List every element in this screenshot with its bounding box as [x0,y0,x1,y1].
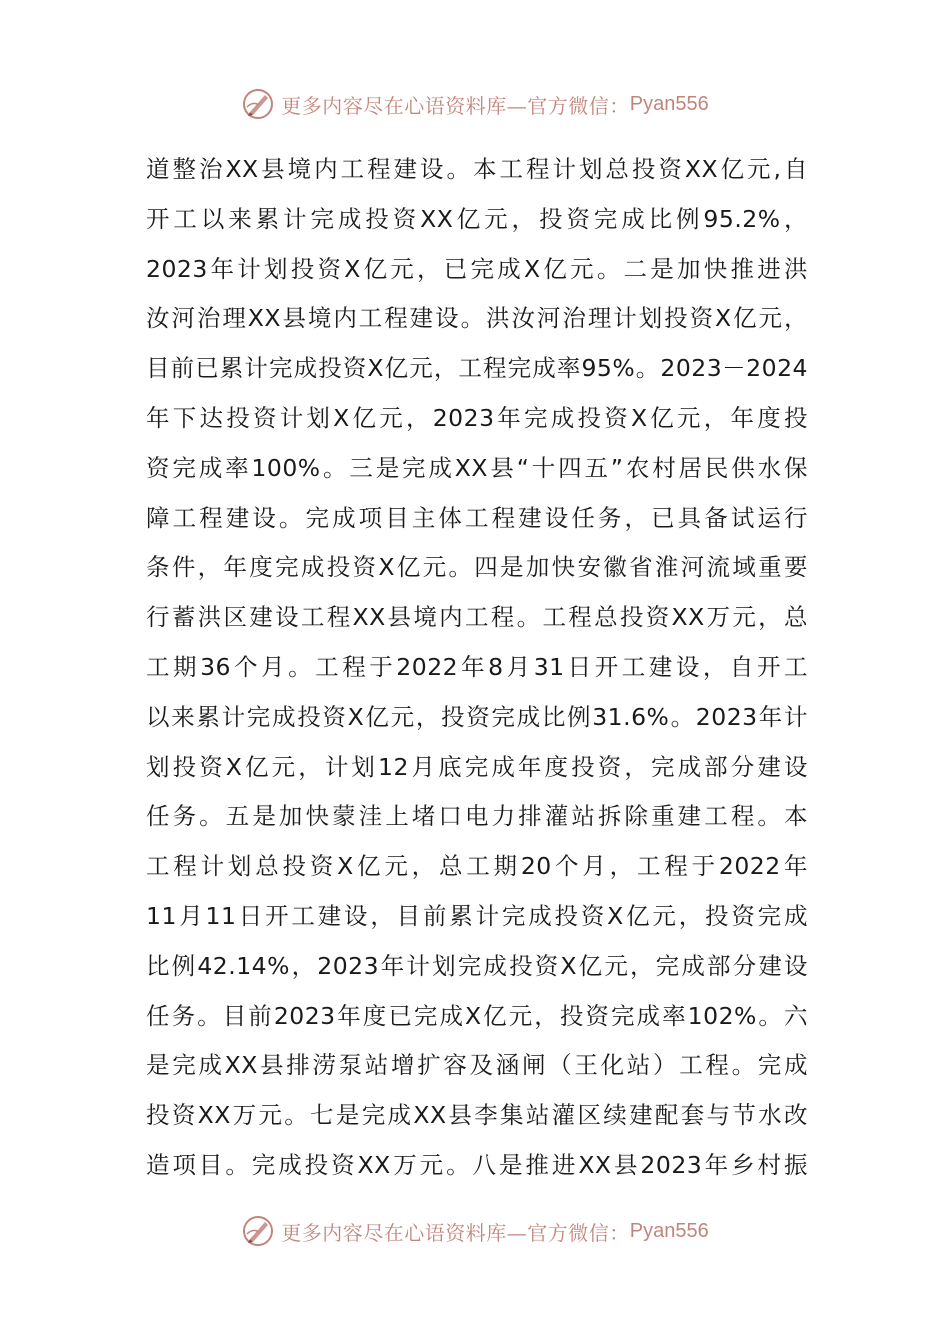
text-line: 11月11日开工建设，目前累计完成投资X亿元，投资完成 [146,901,808,930]
header-banner-text: 更多内容尽在心语资料库—官方微信： [281,93,630,118]
text-line: 造项目。完成投资XX万元。八是推进XX县2023年乡村振 [146,1150,808,1179]
text-line: 划投资X亿元，计划12月底完成年度投资，完成部分建设 [146,752,808,781]
text-line: 条件，年度完成投资X亿元。四是加快安徽省淮河流域重要 [146,553,808,582]
header-banner [0,84,950,124]
footer-banner-text: 更多内容尽在心语资料库—官方微信： [281,1220,630,1245]
header-banner-code: Pyan556 [629,92,709,115]
footer-banner [0,1211,950,1251]
text-line: 年下达投资计划X亿元，2023年完成投资X亿元，年度投 [146,403,808,432]
text-line: 工程计划总投资X亿元，总工期20个月，工程于2022年 [146,852,808,881]
document-body [146,145,808,1191]
text-line: 任务。五是加快蒙洼上堵口电力排灌站拆除重建工程。本 [146,802,808,831]
text-line: 是完成XX县排涝泵站增扩容及涵闸（王化站）工程。完成 [146,1051,808,1080]
text-line: 障工程建设。完成项目主体工程建设任务，已具备试运行 [146,503,808,532]
text-line: 目前已累计完成投资X亿元，工程完成率95%。2023－2024 [146,354,808,383]
text-line: 以来累计完成投资X亿元，投资完成比例31.6%。2023年计 [146,702,808,731]
text-line: 投资XX万元。七是完成XX县李集站灌区续建配套与节水改 [146,1101,808,1130]
pen-seal-icon [241,1214,275,1248]
text-line: 开工以来累计完成投资XX亿元，投资完成比例95.2%， [146,204,808,233]
text-line: 比例42.14%，2023年计划完成投资X亿元，完成部分建设 [146,951,808,980]
text-line: 工期36个月。工程于2022年8月31日开工建设，自开工 [146,652,808,681]
text-line: 2023年计划投资X亿元，已完成X亿元。二是加快推进洪 [146,254,808,283]
pen-seal-icon [241,87,275,121]
text-line: 行蓄洪区建设工程XX县境内工程。工程总投资XX万元，总 [146,603,808,632]
text-line: 任务。目前2023年度已完成X亿元，投资完成率102%。六 [146,1001,808,1030]
text-line: 资完成率100%。三是完成XX县“十四五”农村居民供水保 [146,453,808,482]
text-line: 汝河治理XX县境内工程建设。洪汝河治理计划投资X亿元， [146,304,808,333]
footer-banner-code: Pyan556 [629,1219,709,1242]
text-line: 道整治XX县境内工程建设。本工程计划总投资XX亿元,自 [146,155,808,183]
